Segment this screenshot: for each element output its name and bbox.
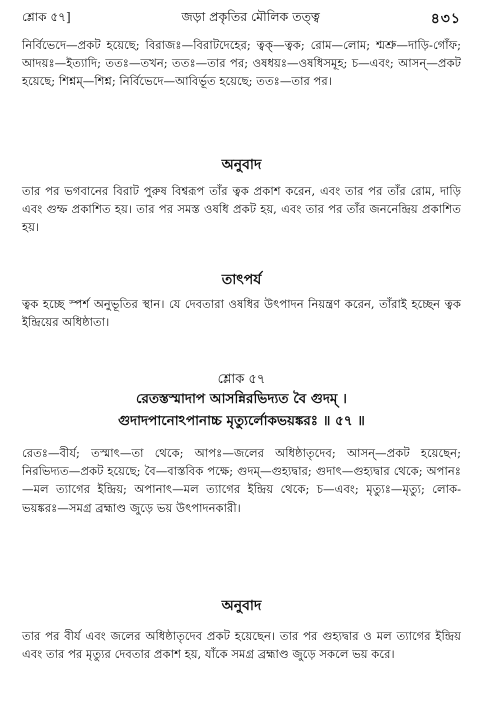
translation-heading: অনুবাদ [221, 157, 262, 173]
translation-paragraph-56: তার পর ভগবানের বিরাট পুরুষ বিশ্বরূপ তাঁর ত্বক প্রকাশ করেন, এবং তার পর তাঁর রোম, দাড়ি এবং গুম্ফ প্রকাশিত হয়। তার পর সমস্ত ওষধি প্রকট হয়, এবং তার পর তাঁর জননেন্দ্রিয় প্রকাশিত হয়। [22, 184, 461, 235]
purport-paragraph: ত্বক হচ্ছে স্পর্শ অনুভূতির স্থান। যে দেবতারা ওষধির উৎপাদন নিয়ন্ত্রণ করেন, তাঁরাই হচ্ছেন ত্বক ইন্দ্রিয়ের অধিষ্ঠাতা। [22, 297, 461, 330]
verse-line-2: গুদাদপানোঽপানাচ্চ মৃত্যুর্লোকভয়ঙ্করঃ ॥ ৫৭ ॥ [118, 413, 365, 429]
synonyms-paragraph-56: নির্বিভেদে—প্রকট হয়েছে; বিরাজঃ—বিরাটদেহের; ত্বক্—ত্বক; রোম—লোম; শ্মশ্রু—দাড়ি-গোঁফ; আদয়ঃ—ইত্যাদি; ততঃ—তখন; ততঃ—তার পর; ওষধয়ঃ—ওষধিসমূহ; চ—এবং; আসন্—প্রকট হয়েছে; শিশ্নম্—শিশ্ন; নির্বিভেদে—আবির্ভূত হয়েছে; ততঃ—তার পর। [22, 38, 461, 89]
translation-heading: অনুবাদ [221, 598, 262, 614]
translation-paragraph-57: তার পর বীর্য এবং জলের অধিষ্ঠাতৃদেব প্রকট হয়েছেন। তার পর গুহ্যদ্বার ও মল ত্যাগের ইন্দ্রিয় এবং তার পর মৃত্যুর দেবতার প্রকাশ হয়, যাঁকে সমগ্র ব্রহ্মাণ্ড জুড়ে সকলে ভয় করে। [22, 629, 461, 662]
verse-reference: শ্লোক ৫৭] [22, 10, 71, 24]
verse-number-label: শ্লোক ৫৭ [217, 372, 266, 387]
synonyms-paragraph-57: রেতঃ—বীর্য; তস্মাৎ—তা থেকে; আপঃ—জলের অধিষ্ঠাতৃদেব; আসন্—প্রকট হয়েছেন; নিরভিদ্যত—প্রকট হয়েছে; বৈ—বাস্তবিক পক্ষে; গুদম্—গুহ্যদ্বার; গুদাৎ—গুহ্যদ্বার থেকে; অপানঃ—মল ত্যাগের ইন্দ্রিয়; অপানাৎ—মল ত্যাগের ইন্দ্রিয় থেকে; চ—এবং; মৃত্যুঃ—মৃত্যু; লোক-ভয়ঙ্করঃ—সমগ্র ব্রহ্মাণ্ড জুড়ে ভয় উৎপাদনকারী। [22, 446, 461, 515]
purport-heading: তাৎপর্য [221, 272, 262, 288]
page-number: ৪৩১ [430, 11, 461, 27]
verse-line-1: রেতস্তস্মাদাপ আসন্নিরভিদ্যত বৈ গুদম্‌ । [136, 391, 347, 407]
page-header [22, 10, 461, 28]
chapter-title: জড়া প্রকৃতির মৌলিক তত্ত্ব [181, 9, 320, 24]
